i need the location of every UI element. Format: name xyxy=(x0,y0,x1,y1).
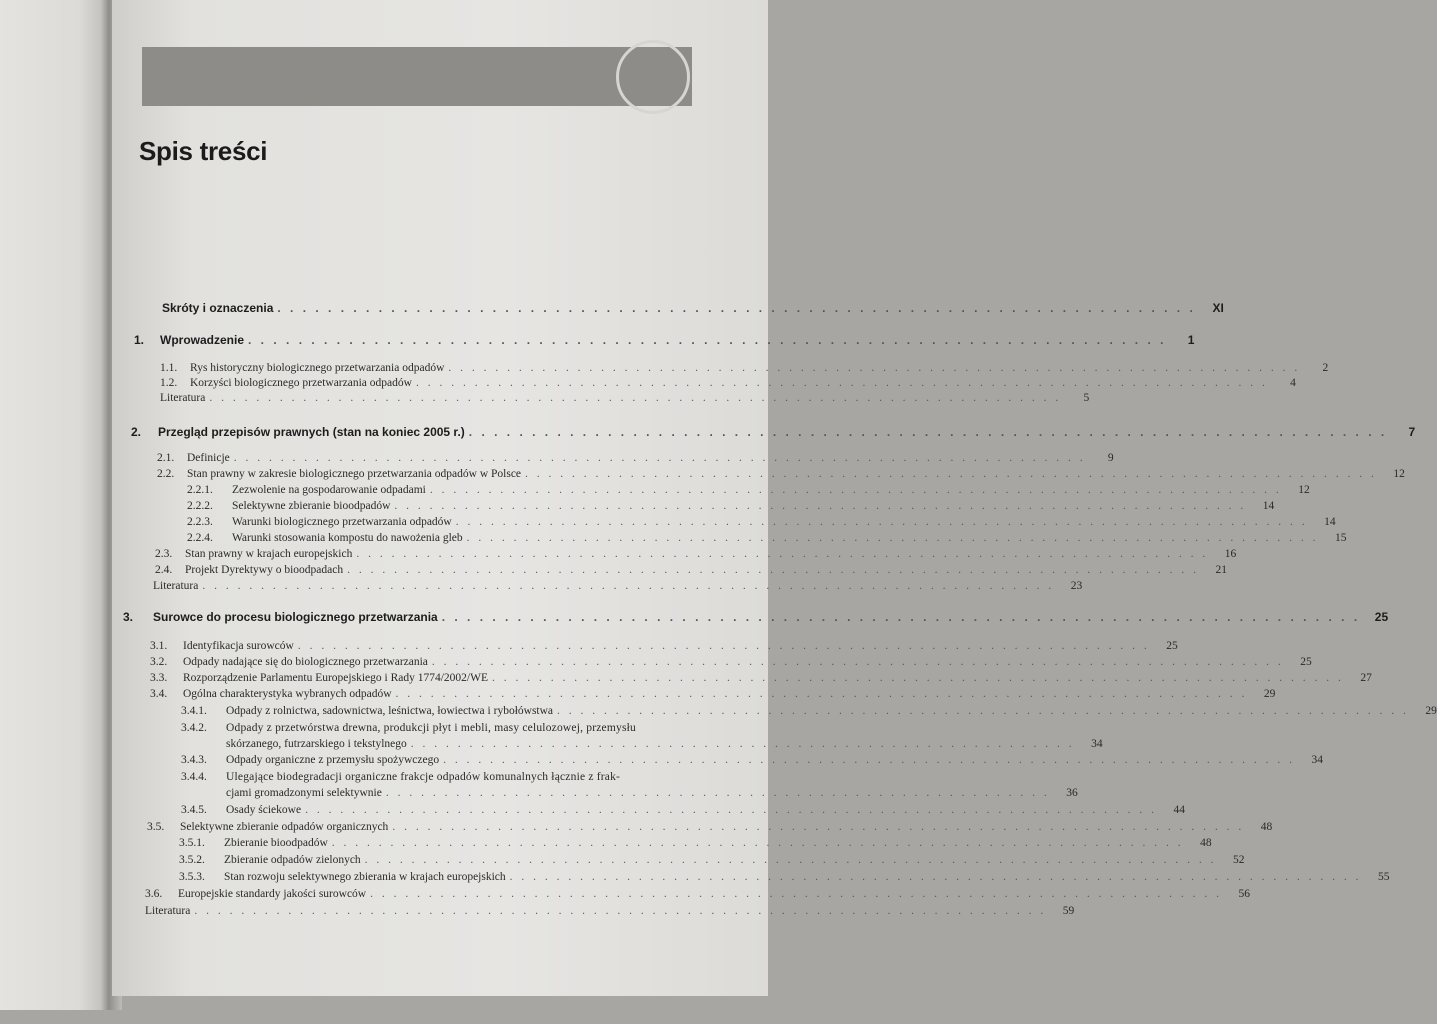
toc-page-number: 25 xyxy=(1374,610,1389,624)
toc-leader: . . . . . . . . . . . . . . . . . . . . . . . . . . . . . . . . . . . . . . . . . . . . . . . . . . . . . . . . . . . . . . . . . . . . . . . . . xyxy=(364,854,1217,866)
toc-leader: . . . . . . . . . . . . . . . . . . . . . . . . . . . . . . . . . . . . . . . . . . . . . . . . . . . . . . . . . xyxy=(385,787,1050,799)
toc-label: Korzyści biologicznego przetwarzania odpadów xyxy=(190,377,412,389)
toc-chapter xyxy=(131,425,1416,439)
toc-entry xyxy=(145,888,1250,900)
toc-chapter xyxy=(134,333,1195,347)
toc-chapter xyxy=(123,610,1389,624)
toc-entry xyxy=(187,516,1336,528)
toc-leader: . . . . . . . . . . . . . . . . . . . . . . . . . . . . . . . . . . . . . . . . . . . . . . . . . . . . . . . . . . . . . . . . . . . . . . . . . xyxy=(347,564,1199,576)
toc-entry xyxy=(147,821,1273,833)
toc-number: 3.4.2. xyxy=(181,722,207,734)
toc-page-number: 34 xyxy=(1311,754,1323,766)
toc-label: Warunki biologicznego przetwarzania odpadów xyxy=(232,516,452,528)
toc-label: Zbieranie odpadów zielonych xyxy=(224,854,361,866)
toc-label: Ulegające biodegradacji organiczne frakcje odpadów komunalnych łącznie z frak- xyxy=(226,771,621,783)
toc-page-number: 36 xyxy=(1066,787,1078,799)
toc-leader: . . . . . . . . . . . . . . . . . . . . . . . . . . . . . . . . . . . . . . . . . . . . . . . . . . . . . . . . . . . . . . . . . . . . . . . . . xyxy=(441,610,1361,624)
toc-page-number: 25 xyxy=(1166,640,1178,652)
toc-entry xyxy=(153,580,1083,592)
toc-label: skórzanego, futrzarskiego i tekstylnego xyxy=(226,738,407,750)
toc-label: Osady ściekowe xyxy=(226,804,302,816)
toc-leader: . . . . . . . . . . . . . . . . . . . . . . . . . . . . . . . . . . . . . . . . . . . . . . . . . . . . . . . . . . . . . . . . . . . . . . . . . xyxy=(202,580,1055,592)
toc-leader: . . . . . . . . . . . . . . . . . . . . . . . . . . . . . . . . . . . . . . . . . . . . . . . . . . . . . . . . . xyxy=(410,738,1075,750)
toc-page-number: 23 xyxy=(1070,580,1083,592)
toc-label: Rys historyczny biologicznego przetwarzania odpadów xyxy=(190,362,445,374)
toc-label: Identyfikacja surowców xyxy=(183,640,294,652)
toc-page-number: 21 xyxy=(1215,564,1227,576)
toc-number: 3.1. xyxy=(150,640,168,652)
toc-leader: . . . . . . . . . . . . . . . . . . . . . . . . . . . . . . . . . . . . . . . . . . . . . . . . . . . . . . . . . . . . . . . . . . . . . . . . . xyxy=(297,640,1150,652)
toc-entry xyxy=(150,688,1276,700)
toc-entry xyxy=(160,362,1329,374)
toc-label: Stan rozwoju selektywnego zbierania w krajach europejskich xyxy=(224,871,506,883)
toc-leader: . . . . . . . . . . . . . . . . . . . . . . . . . . . . . . . . . . . . . . . . . . . . . . . . . . . . . . . . . . . . . . . . . . . . . . . . . xyxy=(394,500,1247,512)
toc-entry xyxy=(179,837,1212,849)
toc-leader: . . . . . . . . . . . . . . . . . . . . . . . . . . . . . . . . . . . . . . . . . . . . . . . . . . . . . . . . . . . . . . . . . . . . . . . . . xyxy=(370,888,1222,900)
toc-entry xyxy=(155,548,1237,560)
toc-label: Zezwolenie na gospodarowanie odpadami xyxy=(232,484,426,496)
toc-number: 2.2.3. xyxy=(187,516,213,528)
toc-entry xyxy=(157,452,1114,464)
toc-page-number: 44 xyxy=(1173,804,1185,816)
toc-entry-continuation xyxy=(226,787,1078,799)
toc-entry xyxy=(179,854,1245,866)
toc-number: 3.5.3. xyxy=(179,871,205,883)
toc-entry xyxy=(157,468,1405,480)
toc-entry xyxy=(181,804,1185,816)
toc-number: 3.5. xyxy=(147,821,165,833)
toc-page-number: 15 xyxy=(1335,532,1347,544)
toc-label: Warunki stosowania kompostu do nawożenia gleb xyxy=(232,532,463,544)
toc-page-number: 14 xyxy=(1324,516,1336,528)
toc-page-number: 34 xyxy=(1091,738,1103,750)
toc-number: 3.6. xyxy=(145,888,163,900)
toc-number: 3. xyxy=(123,610,134,624)
toc-leader: . . . . . . . . . . . . . . . . . . . . . . . . . . . . . . . . . . . . . . . . . . . . . . . . . . . . . . . . . . . . . . . . . . . . . . . . . xyxy=(468,425,1388,439)
toc-leader: . . . . . . . . . . . . . . . . . . . . . . . . . . . . . . . . . . . . . . . . . . . . . . . . . . . . . . . . . . . . . . . . . . . . . . . . . xyxy=(525,468,1377,480)
toc-page-number: 2 xyxy=(1322,362,1329,374)
toc-label: Rozporządzenie Parlamentu Europejskiego i Rady 1774/2002/WE xyxy=(183,672,488,684)
toc-entry xyxy=(187,532,1347,544)
toc-entry xyxy=(160,392,1090,404)
toc-label: Projekt Dyrektywy o bioodpadach xyxy=(185,564,344,576)
toc-number: 3.3. xyxy=(150,672,168,684)
toc-leader: . . . . . . . . . . . . . . . . . . . . . . . . . . . . . . . . . . . . . . . . . . . . . . . . . . . . . . . . . . . . . . . . . . . . . . . . . xyxy=(194,905,1047,917)
toc-page-number: 55 xyxy=(1378,871,1390,883)
toc-leader: . . . . . . . . . . . . . . . . . . . . . . . . . . . . . . . . . . . . . . . . . . . . . . . . . . . . . . . . . . . . . . . . . . . . . . . . . xyxy=(209,392,1062,404)
toc-chapter xyxy=(162,301,1224,315)
toc-page-number: 29 xyxy=(1425,705,1437,717)
toc-label: Zbieranie bioodpadów xyxy=(224,837,328,849)
toc-number: 3.4.3. xyxy=(181,754,207,766)
toc-leader: . . . . . . . . . . . . . . . . . . . . . . . . . . . . . . . . . . . . . . . . . . . . . . . . . . . . . . . . . . . . . . . . . . . . . . . . . xyxy=(356,548,1209,560)
toc-page-number: 27 xyxy=(1360,672,1372,684)
toc-entry xyxy=(187,500,1275,512)
toc-number: 3.5.2. xyxy=(179,854,205,866)
toc-entry xyxy=(150,656,1312,668)
toc-leader: . . . . . . . . . . . . . . . . . . . . . . . . . . . . . . . . . . . . . . . . . . . . . . . . . . . . . . . . . . . . . . . . . . . . . . . . . xyxy=(277,301,1196,315)
toc-leader: . . . . . . . . . . . . . . . . . . . . . . . . . . . . . . . . . . . . . . . . . . . . . . . . . . . . . . . . . . . . . . . . . . . . . . . . . xyxy=(248,333,1167,347)
toc-label: Definicje xyxy=(187,452,230,464)
toc-page-number: 25 xyxy=(1300,656,1312,668)
toc-leader: . . . . . . . . . . . . . . . . . . . . . . . . . . . . . . . . . . . . . . . . . . . . . . . . . . . . . . . . . . . . . . . . . . . . . . . . . xyxy=(431,656,1284,668)
toc-label: Selektywne zbieranie odpadów organicznych xyxy=(180,821,389,833)
toc-entry xyxy=(181,754,1323,766)
toc-label: Odpady nadające się do biologicznego przetwarzania xyxy=(183,656,428,668)
toc-leader: . . . . . . . . . . . . . . . . . . . . . . . . . . . . . . . . . . . . . . . . . . . . . . . . . . . . . . . . . . . . . . . . . . . . . . . . . xyxy=(233,452,1086,464)
toc-entry-continuation xyxy=(226,738,1103,750)
toc-page-number: 5 xyxy=(1083,392,1090,404)
toc-number: 1.1. xyxy=(160,362,178,374)
toc-page-number: 1 xyxy=(1187,333,1195,347)
toc-label: Odpady organiczne z przemysłu spożywczego xyxy=(226,754,440,766)
toc-label: Skróty i oznaczenia xyxy=(162,301,274,315)
toc-leader: . . . . . . . . . . . . . . . . . . . . . . . . . . . . . . . . . . . . . . . . . . . . . . . . . . . . . . . . . . . . . . . . . . . . . . . . . xyxy=(392,821,1245,833)
page-title: Spis treści xyxy=(139,136,268,166)
toc-page-number: 7 xyxy=(1408,425,1416,439)
toc-leader: . . . . . . . . . . . . . . . . . . . . . . . . . . . . . . . . . . . . . . . . . . . . . . . . . . . . . . . . . . . . . . . . . . . . . . . . . xyxy=(395,688,1248,700)
toc-leader: . . . . . . . . . . . . . . . . . . . . . . . . . . . . . . . . . . . . . . . . . . . . . . . . . . . . . . . . . . . . . . . . . . . . . . . . . xyxy=(455,516,1308,528)
toc-leader: . . . . . . . . . . . . . . . . . . . . . . . . . . . . . . . . . . . . . . . . . . . . . . . . . . . . . . . . . . . . . . . . . . . . . . . . . xyxy=(331,837,1184,849)
toc-page-number: 52 xyxy=(1233,854,1245,866)
toc-leader: . . . . . . . . . . . . . . . . . . . . . . . . . . . . . . . . . . . . . . . . . . . . . . . . . . . . . . . . . . . . . . . . . . . . . . . . . xyxy=(509,871,1362,883)
toc-page-number: 4 xyxy=(1290,377,1296,389)
toc-entry xyxy=(179,871,1390,883)
toc-label: Selektywne zbieranie bioodpadów xyxy=(232,500,391,512)
toc-entry xyxy=(150,640,1178,652)
toc-leader: . . . . . . . . . . . . . . . . . . . . . . . . . . . . . . . . . . . . . . . . . . . . . . . . . . . . . . . . . . . . . . . . . . . . . . . . . xyxy=(305,804,1157,816)
toc-number: 2. xyxy=(131,425,142,439)
toc-label: Surowce do procesu biologicznego przetwarzania xyxy=(153,610,438,624)
toc-page-number: 9 xyxy=(1107,452,1114,464)
banner-circle xyxy=(616,40,690,114)
toc-page-number: 14 xyxy=(1262,500,1275,512)
toc-number: 1.2. xyxy=(160,377,178,389)
toc-number: 2.3. xyxy=(155,548,173,560)
toc-number: 1. xyxy=(134,333,145,347)
toc-number: 3.4.1. xyxy=(181,705,207,717)
toc-label: cjami gromadzonymi selektywnie xyxy=(226,787,382,799)
toc-label: Stan prawny w zakresie biologicznego przetwarzania odpadów w Polsce xyxy=(187,468,522,480)
toc-label: Literatura xyxy=(153,580,199,592)
toc-label: Literatura xyxy=(160,392,206,404)
toc-number: 2.2.1. xyxy=(187,484,213,496)
toc-number: 3.2. xyxy=(150,656,168,668)
toc-number: 2.2. xyxy=(157,468,175,480)
toc-label: Odpady z przetwórstwa drewna, produkcji płyt i mebli, masy celulozowej, przemysłu xyxy=(226,722,636,734)
toc-leader: . . . . . . . . . . . . . . . . . . . . . . . . . . . . . . . . . . . . . . . . . . . . . . . . . . . . . . . . . . . . . . . . . . . . . . . . . xyxy=(443,754,1295,766)
toc-page-number: 59 xyxy=(1062,905,1075,917)
toc-leader: . . . . . . . . . . . . . . . . . . . . . . . . . . . . . . . . . . . . . . . . . . . . . . . . . . . . . . . . . . . . . . . . . . . . . . . . . xyxy=(415,377,1268,389)
toc-number: 2.1. xyxy=(157,452,175,464)
toc-label: Literatura xyxy=(145,905,191,917)
toc-entry xyxy=(155,564,1227,576)
toc-number: 2.2.2. xyxy=(187,500,213,512)
toc-label: Wprowadzenie xyxy=(160,333,245,347)
toc-entry xyxy=(187,484,1310,496)
toc-leader: . . . . . . . . . . . . . . . . . . . . . . . . . . . . . . . . . . . . . . . . . . . . . . . . . . . . . . . . . . . . . . . . . . . . . . . . . xyxy=(492,672,1344,684)
toc-leader: . . . . . . . . . . . . . . . . . . . . . . . . . . . . . . . . . . . . . . . . . . . . . . . . . . . . . . . . . . . . . . . . . . . . . . . . . xyxy=(448,362,1301,374)
toc-number: 3.4.4. xyxy=(181,771,207,783)
toc-entry xyxy=(181,771,707,783)
toc-page-number: 48 xyxy=(1260,821,1273,833)
toc-label: Przegląd przepisów prawnych (stan na koniec 2005 r.) xyxy=(158,425,465,439)
toc-entry xyxy=(150,672,1372,684)
toc-page-number: 48 xyxy=(1200,837,1212,849)
header-banner xyxy=(142,47,692,106)
left-page xyxy=(0,0,112,1010)
toc-number: 2.2.4. xyxy=(187,532,213,544)
toc-page-number: 29 xyxy=(1263,688,1276,700)
toc-number: 3.4.5. xyxy=(181,804,207,816)
toc-page-number: 16 xyxy=(1224,548,1237,560)
toc-number: 2.4. xyxy=(155,564,173,576)
toc-entry xyxy=(160,377,1296,389)
toc-leader: . . . . . . . . . . . . . . . . . . . . . . . . . . . . . . . . . . . . . . . . . . . . . . . . . . . . . . . . . . . . . . . . . . . . . . . . . xyxy=(429,484,1282,496)
toc-page-number: XI xyxy=(1212,301,1224,315)
toc-entry xyxy=(181,722,707,734)
toc-leader: . . . . . . . . . . . . . . . . . . . . . . . . . . . . . . . . . . . . . . . . . . . . . . . . . . . . . . . . . . . . . . . . . . . . . . . . . xyxy=(557,705,1409,717)
toc-entry xyxy=(145,905,1075,917)
toc-leader: . . . . . . . . . . . . . . . . . . . . . . . . . . . . . . . . . . . . . . . . . . . . . . . . . . . . . . . . . . . . . . . . . . . . . . . . . xyxy=(466,532,1319,544)
toc-number: 3.4. xyxy=(150,688,168,700)
toc-page-number: 12 xyxy=(1393,468,1405,480)
toc-page-number: 12 xyxy=(1298,484,1310,496)
toc-entry xyxy=(181,705,1437,717)
toc-label: Odpady z rolnictwa, sadownictwa, leśnictwa, łowiectwa i rybołówstwa xyxy=(226,705,554,717)
toc-page-number: 56 xyxy=(1238,888,1250,900)
toc-label: Ogólna charakterystyka wybranych odpadów xyxy=(183,688,392,700)
toc-label: Stan prawny w krajach europejskich xyxy=(185,548,353,560)
toc-label: Europejskie standardy jakości surowców xyxy=(178,888,367,900)
toc-number: 3.5.1. xyxy=(179,837,205,849)
